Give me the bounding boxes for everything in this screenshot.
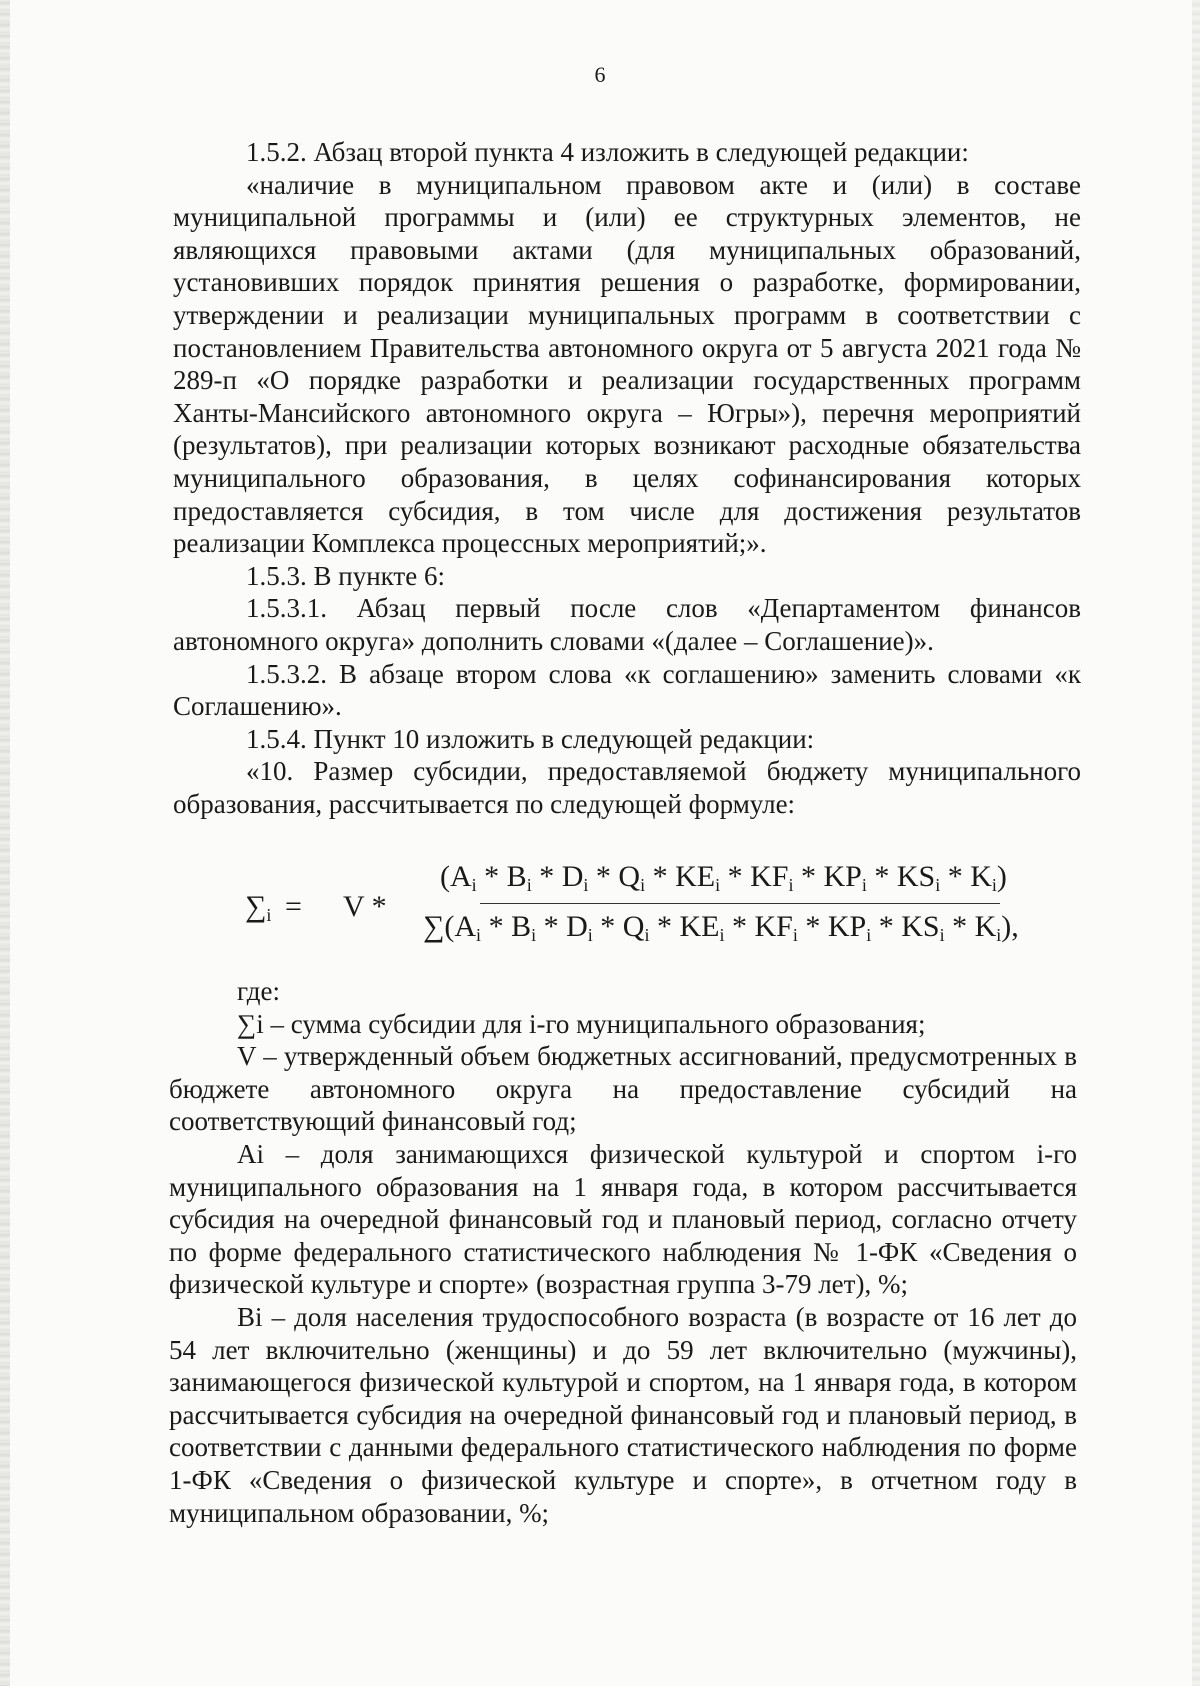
paragraph-where: где: — [237, 976, 280, 1006]
formula-sum-symbol: $\sum_i$ — [245, 890, 272, 925]
scan-edge-right — [1192, 0, 1200, 1686]
formula-v-term: V * — [343, 890, 387, 923]
scan-edge-left — [0, 0, 10, 1686]
formula-numerator: $(A_i * B_i * D_i * Q_i * KE_i * KF_i * KP_i * KS_i * K_i)$ — [440, 860, 1007, 895]
paragraph-def-bi: Bi – доля населения трудоспособного возраста (в возрасте от 16 лет до 54 лет включительно (женщины) и до 59 лет включительно (мужчины), занимающегося физической культурой и спортом, на 1 января года, в котором рассчитывается субсидия на очередной финансовый год и плановый период, в соответствии с данными федерального статистического наблюдения по форме 1-ФК «Сведения о физической культуре и спорте», в отчетном году в муниципальном образовании, %; — [169, 1301, 1077, 1528]
paragraph-def-v: V – утвержденный объем бюджетных ассигнований, предусмотренных в бюджете автономного округа на предоставление субсидий на соответствующий финансовый год; — [169, 1041, 1077, 1137]
formula-denominator: $\sum(A_i * B_i * D_i * Q_i * KE_i * KF_i * KP_i * KS_i * K_i)$, — [423, 910, 1019, 945]
paragraph-1-5-4: 1.5.4. Пункт 10 изложить в следующей редакции: — [246, 723, 815, 754]
paragraph-def-sum: ∑i – сумма субсидии для i-го муниципального образования; — [237, 1008, 926, 1039]
document-body-top — [173, 136, 1081, 820]
paragraph-1-5-2: 1.5.2. Абзац второй пункта 4 изложить в следующей редакции: — [246, 137, 969, 167]
paragraph-1-5-3: 1.5.3. В пункте 6: — [246, 560, 445, 591]
paragraph-1-5-3-2: 1.5.3.2. В абзаце втором слова «к соглашению» заменить словами «к Соглашению». — [173, 658, 1081, 722]
page-number: 6 — [594, 62, 606, 87]
paragraph-quote-availability: «наличие в муниципальном правовом акте и (или) в составе муниципальной программы и (или) ее структурных элементов, не являющихся правовыми актами (для муниципальных образований, установивших порядок принятия решения о разработке, формировании, утверждении и реализации муниципальных программ в соответствии с постановлением Правительства автономного округа от 5 августа 2021 года № 289-п «О порядке разработки и реализации государственных программ Ханты-Мансийского автономного округа – Югры»), перечня мероприятий (результатов), при реализации которых возникают расходные обязательства муниципального образования, в целях софинансирования которых предоставляется субсидия, в том числе для достижения результатов реализации Комплекса процессных мероприятий;». — [173, 169, 1081, 559]
paragraph-item-10: «10. Размер субсидии, предоставляемой бюджету муниципального образования, рассчитывается по следующей формуле: — [173, 756, 1081, 819]
document-body-bottom — [169, 975, 1077, 1529]
paragraph-def-ai: Ai – доля занимающихся физической культурой и спортом i-го муниципального образования на 1 января года, в котором рассчитывается субсидия на очередной финансовый год и плановый период, согласно отчету по форме федерального статистического наблюдения № 1-ФК «Сведения о физической культуре и спорте» (возрастная группа 3-79 лет), %; — [169, 1138, 1077, 1300]
formula-equals: = — [285, 890, 302, 923]
subsidy-formula — [245, 860, 1065, 970]
paragraph-1-5-3-1: 1.5.3.1. Абзац первый после слов «Департаментом финансов автономного округа» дополнить словами «(далее – Соглашение)». — [173, 593, 1081, 656]
formula-fraction-line — [480, 903, 1000, 904]
